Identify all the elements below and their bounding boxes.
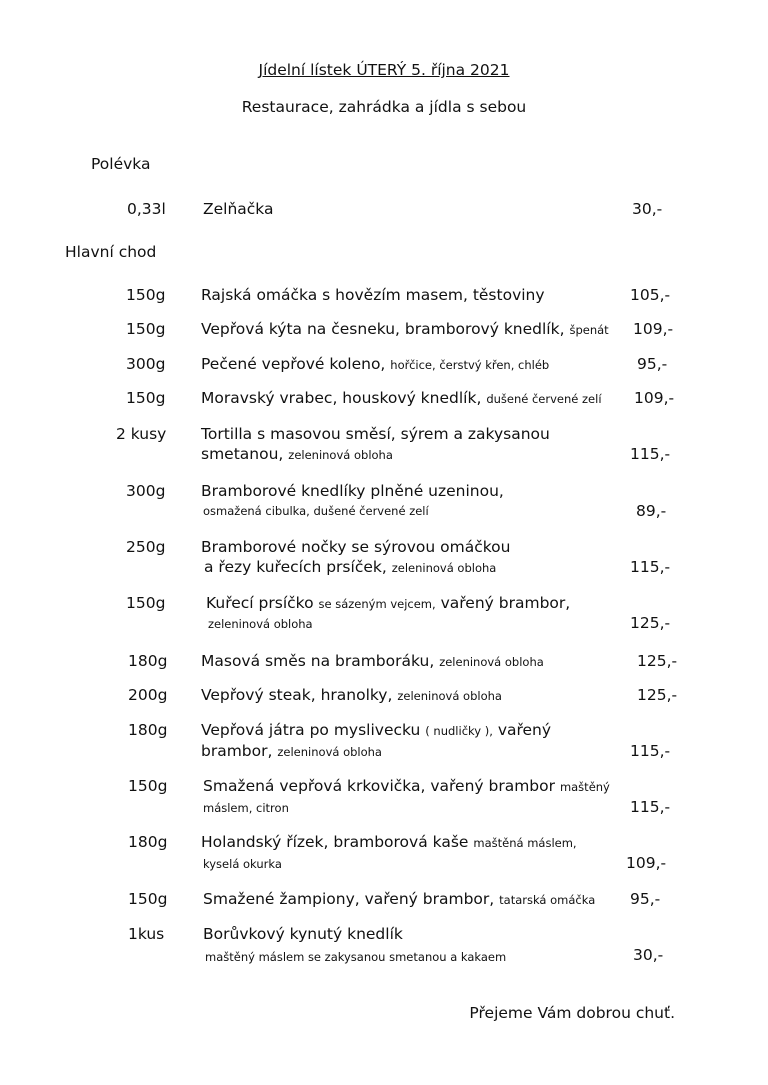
item-name-main: Smažená vepřová krkovička, vařený brambor: [203, 777, 555, 795]
item-quantity: 150g: [128, 890, 168, 908]
item-name-main: Vepřová kýta na česneku, bramborový knedlík,: [201, 320, 565, 338]
item-name: Bramborové nočky se sýrovou omáčkou: [201, 538, 511, 556]
item-name: [201, 389, 602, 407]
item-name-main: Vepřový steak, hranolky,: [201, 686, 393, 704]
item-quantity: 150g: [126, 594, 166, 612]
item-quantity: 180g: [128, 652, 168, 670]
item-side: zeleninová obloha: [288, 448, 393, 462]
soup-price: 30,-: [632, 200, 663, 218]
item-side: hořčice, čerstvý křen, chléb: [390, 358, 550, 372]
item-price: 109,-: [634, 389, 675, 407]
item-price: 89,-: [636, 502, 667, 520]
item-price: 109,-: [633, 320, 674, 338]
item-price: 95,-: [630, 890, 661, 908]
item-name-main: brambor,: [201, 742, 273, 760]
item-side: zeleninová obloha: [391, 561, 497, 575]
item-name: [203, 890, 595, 908]
item-name-main: Moravský vrabec, houskový knedlík,: [201, 389, 482, 407]
item-price: 105,-: [630, 286, 671, 304]
item-side: zeleninová obloha: [439, 655, 544, 669]
item-name-main: vařený: [497, 721, 552, 739]
item-price: 30,-: [633, 946, 664, 964]
item-side: máslem, citron: [203, 801, 289, 815]
item-side: tatarská omáčka: [499, 893, 596, 907]
item-side: osmažená cibulka, dušené červené zelí: [203, 504, 429, 518]
item-name-main: smetanou,: [201, 445, 284, 463]
item-price: 125,-: [637, 652, 678, 670]
item-name: Bramborové knedlíky plněné uzeninou,: [201, 482, 504, 500]
soup-quantity: 0,33l: [127, 200, 166, 218]
item-name: Borůvkový kynutý knedlík: [203, 925, 403, 943]
item-name-main: Smažené žampiony, vařený brambor,: [203, 890, 495, 908]
item-price: 109,-: [626, 854, 667, 872]
item-name: [201, 686, 502, 704]
section-heading-main: Hlavní chod: [65, 243, 157, 261]
item-price: 95,-: [637, 355, 668, 373]
item-name: [201, 320, 609, 338]
item-name: [206, 594, 570, 612]
item-side: zeleninová obloha: [277, 745, 382, 759]
item-side: zeleninová obloha: [208, 617, 313, 631]
item-side: maštěný máslem se zakysanou smetanou a kakaem: [205, 950, 507, 964]
item-name-main: vařený brambor,: [440, 594, 571, 612]
item-quantity: 180g: [128, 833, 168, 851]
item-quantity: 300g: [126, 482, 166, 500]
item-name: Tortilla s masovou směsí, sýrem a zakysanou: [201, 425, 550, 443]
item-quantity: 150g: [126, 389, 166, 407]
item-name-line2: [201, 742, 382, 760]
item-name-main: Masová směs na bramboráku,: [201, 652, 435, 670]
item-name: [203, 777, 610, 795]
item-quantity: 200g: [128, 686, 168, 704]
item-price: 115,-: [630, 445, 671, 463]
item-price: 125,-: [637, 686, 678, 704]
item-name: [201, 652, 544, 670]
item-side-inline: maštěná máslem,: [473, 836, 577, 850]
item-quantity: 2 kusy: [116, 425, 167, 443]
item-quantity: 150g: [128, 777, 168, 795]
item-side: kyselá okurka: [203, 857, 282, 871]
item-quantity: 150g: [126, 286, 166, 304]
item-price: 115,-: [630, 798, 671, 816]
item-quantity: 180g: [128, 721, 168, 739]
item-name-line2: [204, 558, 496, 576]
item-name-line2: [201, 445, 393, 463]
item-price: 115,-: [630, 558, 671, 576]
item-quantity: 250g: [126, 538, 166, 556]
item-side-inline: ( nudličky ),: [425, 724, 493, 738]
item-side: špenát: [569, 323, 609, 337]
menu-title: Jídelní lístek ÚTERÝ 5. října 2021: [258, 61, 510, 79]
item-name: [201, 721, 551, 739]
item-side-inline: se sázeným vejcem,: [318, 597, 436, 611]
item-quantity: 1kus: [128, 925, 165, 943]
item-quantity: 150g: [126, 320, 166, 338]
item-side-inline: maštěný: [559, 780, 610, 794]
item-name: [201, 355, 549, 373]
item-name-main: a řezy kuřecích prsíček,: [204, 558, 387, 576]
menu-subtitle: Restaurace, zahrádka a jídla s sebou: [241, 98, 527, 116]
item-side: zeleninová obloha: [397, 689, 502, 703]
item-price: 125,-: [630, 614, 671, 632]
closing-greeting: Přejeme Vám dobrou chuť.: [469, 1004, 675, 1022]
item-name-main: Holandský řízek, bramborová kaše: [201, 833, 469, 851]
section-heading-soup: Polévka: [91, 155, 151, 173]
item-name: [201, 833, 577, 851]
item-name-main: Kuřecí prsíčko: [206, 594, 314, 612]
item-price: 115,-: [630, 742, 671, 760]
item-side: dušené červené zelí: [486, 392, 602, 406]
item-name-main: Pečené vepřové koleno,: [201, 355, 386, 373]
item-quantity: 300g: [126, 355, 166, 373]
soup-name: Zelňačka: [203, 200, 274, 218]
item-name-main: Vepřová játra po myslivecku: [201, 721, 421, 739]
item-name: Rajská omáčka s hovězím masem, těstoviny: [201, 286, 545, 304]
